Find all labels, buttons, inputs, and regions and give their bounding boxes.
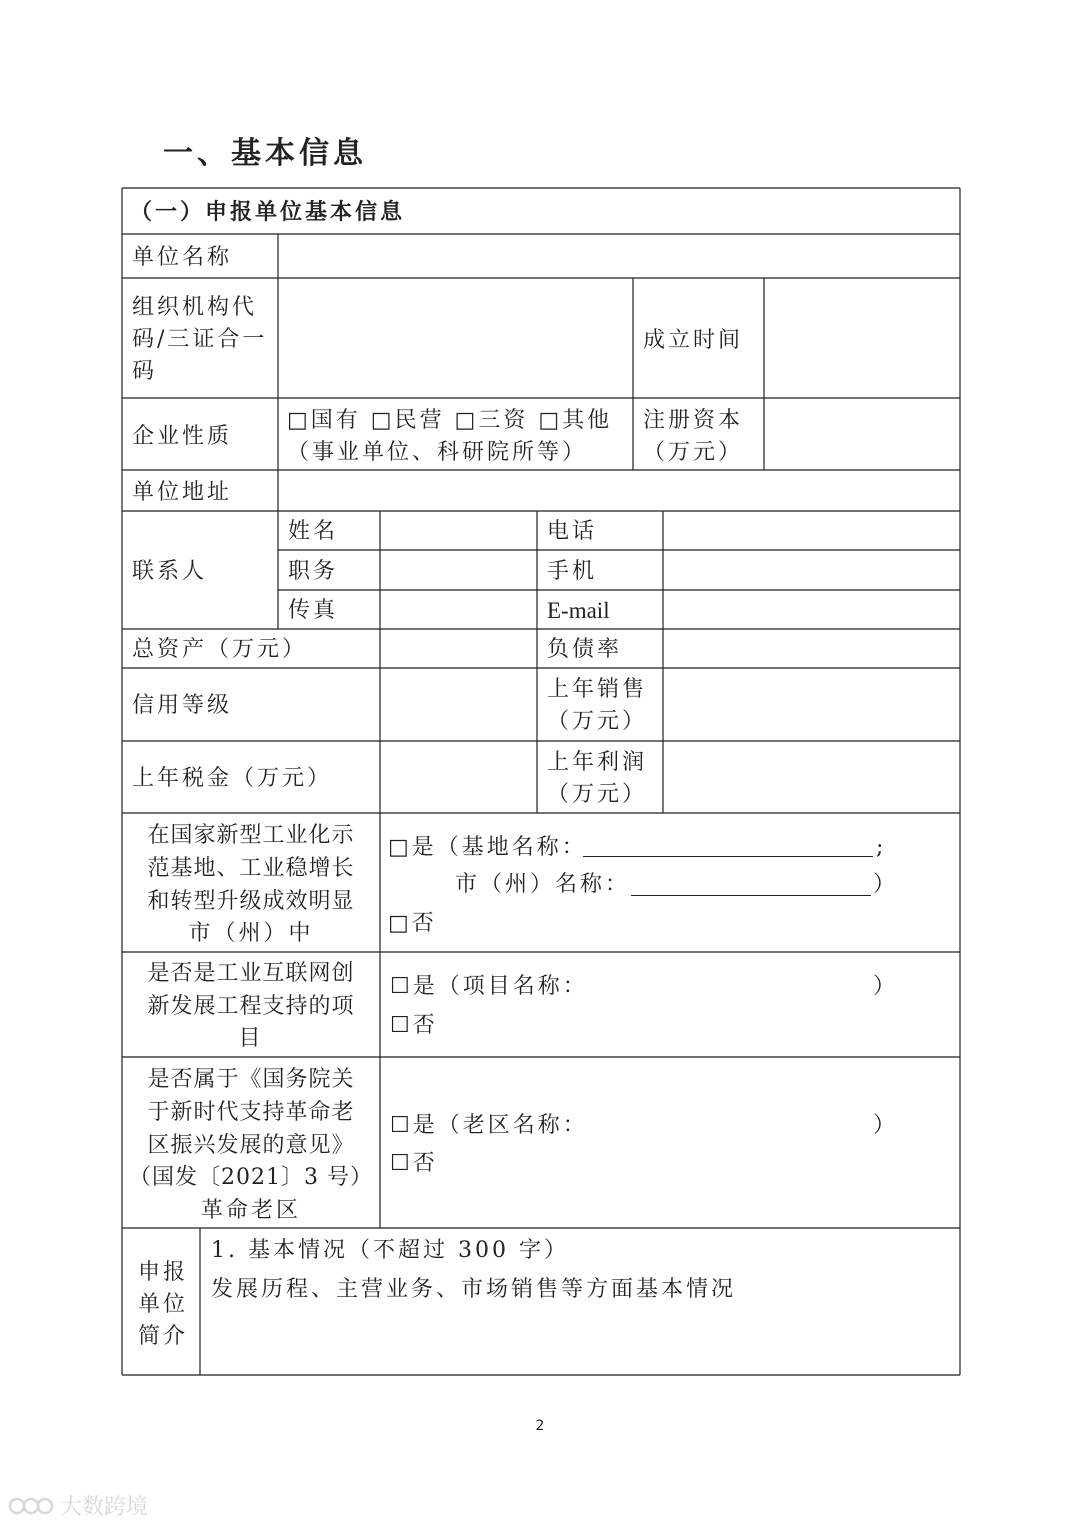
old-area-yes-option[interactable]: ☐是（老区名称： (390, 1113, 588, 1138)
demo-city-name-field[interactable] (631, 895, 871, 896)
label-contact-position: 职务 (288, 559, 339, 584)
label-established: 成立时间 (643, 328, 744, 353)
contact-email-field[interactable] (664, 591, 959, 628)
label-demo-base-line2: 范基地、工业稳增长 (147, 856, 355, 881)
label-iiot-line2: 新发展工程支持的项 (147, 994, 355, 1019)
label-intro-line1: 申报 (138, 1260, 189, 1285)
label-last-year-sales-unit: （万元） (547, 709, 648, 734)
watermark (8, 1490, 148, 1521)
label-old-area-line5: 革命老区 (200, 1198, 301, 1223)
registered-capital-field[interactable] (765, 399, 959, 469)
demo-city-close: ） (873, 872, 899, 897)
old-area-close: ） (873, 1113, 899, 1138)
label-contact-phone: 电话 (547, 519, 598, 544)
label-demo-base-line4: 市（州）中 (188, 921, 314, 946)
org-code-field[interactable] (279, 279, 632, 397)
label-demo-base-line3: 和转型升级成效明显 (147, 889, 355, 914)
last-year-profit-field[interactable] (664, 742, 959, 812)
address-field[interactable] (279, 471, 959, 510)
label-intro-line2: 单位 (138, 1292, 189, 1317)
label-unit-name: 单位名称 (132, 245, 233, 270)
label-org-code-line2: 码/三证合一 (132, 327, 268, 352)
label-old-area-line1: 是否属于《国务院关 (147, 1067, 355, 1092)
unit-name-field[interactable] (279, 235, 959, 277)
label-demo-base-line1: 在国家新型工业化示 (147, 823, 355, 848)
label-iiot-line3: 目 (238, 1026, 264, 1051)
established-field[interactable] (765, 279, 959, 397)
label-last-year-tax: 上年税金（万元） (132, 766, 333, 791)
label-org-code-line3: 码 (132, 359, 158, 384)
label-old-area-line2: 于新时代支持革命老 (147, 1100, 355, 1125)
section-header: （一）申报单位基本信息 (130, 199, 406, 225)
intro-item-title: 1. 基本情况（不超过 300 字） (211, 1238, 569, 1263)
label-address: 单位地址 (132, 480, 233, 505)
total-assets-field[interactable] (381, 630, 536, 667)
label-contact-name: 姓名 (288, 519, 339, 544)
label-registered-capital: 注册资本 (643, 408, 744, 433)
watermark-logo-icon (8, 1493, 54, 1519)
watermark-text: 大数跨境 (60, 1495, 149, 1520)
label-contact-email: E-mail (547, 598, 610, 623)
last-year-sales-field[interactable] (664, 669, 959, 740)
last-year-tax-field[interactable] (381, 742, 536, 812)
enterprise-nature-options[interactable]: □国有 □民营 □三资 □其他 (287, 408, 613, 433)
label-old-area-line4: （国发〔2021〕3 号） (129, 1165, 373, 1190)
label-old-area-line3: 区振兴发展的意见》 (147, 1133, 355, 1158)
credit-rating-field[interactable] (381, 669, 536, 740)
iiot-no-option[interactable]: ☐否 (390, 1013, 438, 1038)
intro-text-field[interactable] (201, 1310, 959, 1374)
label-iiot-line1: 是否是工业互联网创 (147, 961, 355, 986)
iiot-yes-option[interactable]: ☐是（项目名称： (390, 974, 588, 999)
contact-name-field[interactable] (381, 512, 536, 549)
page-title: 一、基本信息 (163, 136, 367, 171)
debt-ratio-field[interactable] (664, 630, 959, 667)
iiot-close: ） (873, 974, 899, 999)
label-last-year-profit-unit: （万元） (547, 782, 648, 807)
enterprise-nature-options-note: （事业单位、科研院所等） (287, 440, 588, 465)
page-number: 2 (535, 1418, 545, 1434)
label-demo-city: 市（州）名称： (455, 872, 631, 897)
contact-phone-field[interactable] (664, 512, 959, 549)
label-intro-line3: 简介 (138, 1324, 189, 1349)
label-org-code-line1: 组织机构代 (132, 295, 258, 320)
intro-description: 发展历程、主营业务、市场销售等方面基本情况 (211, 1277, 737, 1302)
label-enterprise-nature: 企业性质 (132, 424, 233, 449)
label-contact-mobile: 手机 (547, 559, 598, 584)
demo-base-no-option[interactable]: □否 (388, 911, 437, 936)
contact-fax-field[interactable] (381, 591, 536, 628)
contact-mobile-field[interactable] (664, 551, 959, 589)
label-last-year-profit: 上年利润 (547, 750, 648, 775)
label-contact-fax: 传真 (288, 598, 339, 623)
label-last-year-sales: 上年销售 (547, 677, 648, 702)
contact-position-field[interactable] (381, 551, 536, 589)
label-registered-capital-unit: （万元） (643, 440, 744, 465)
label-total-assets: 总资产（万元） (132, 637, 308, 662)
label-credit-rating: 信用等级 (132, 693, 233, 718)
label-debt-ratio: 负债率 (547, 637, 623, 662)
demo-base-yes-option[interactable]: □是（基地名称： (388, 835, 587, 860)
old-area-no-option[interactable]: ☐否 (390, 1151, 438, 1176)
demo-base-name-field[interactable] (583, 856, 873, 857)
label-contact: 联系人 (132, 559, 208, 584)
demo-base-semicolon: ; (876, 835, 887, 860)
